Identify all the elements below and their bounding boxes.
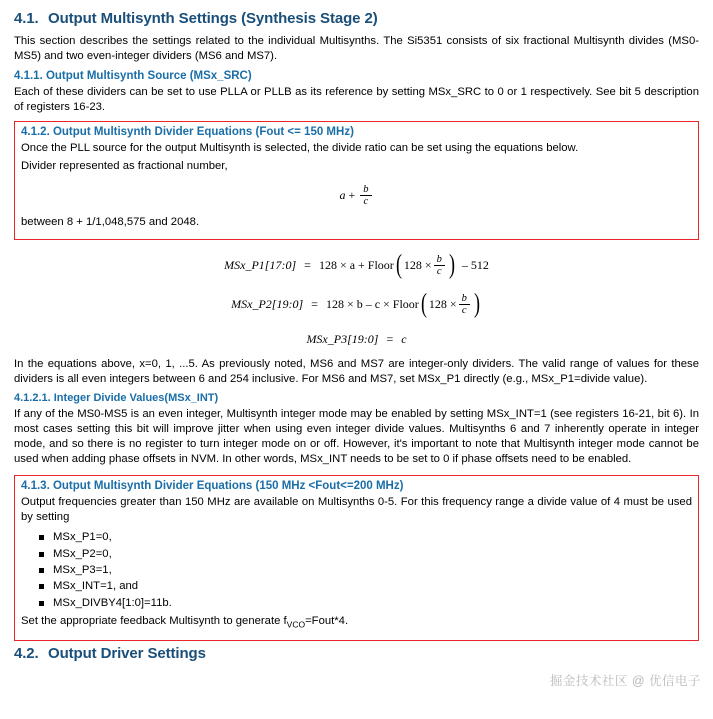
watermark-text: 掘金技术社区 @ 优信电子 (549, 674, 701, 688)
equation-p1-num: b (434, 254, 445, 266)
heading-4-1-2: 4.1.2. Output Multisynth Divider Equations (Fout <= 150 MHz) (21, 126, 354, 139)
equation-p2-den: c (461, 305, 467, 317)
closing-text-pre: Set the appropriate feedback Multisynth to generate f (21, 615, 287, 628)
equation-msx-p3 (14, 332, 699, 347)
fraction-denominator: c (363, 196, 369, 208)
heading-4-1-2-1: 4.1.2.1. Integer Divide Values(MSx_INT) (14, 392, 219, 405)
section-number: 4.1. (14, 10, 39, 27)
left-paren-icon: ( (420, 289, 427, 320)
left-paren-icon: ( (395, 250, 402, 281)
list-item: MSx_P2=0, (39, 546, 692, 562)
equation-p2-lhs: MSx_P2[19:0] (231, 297, 304, 312)
heading-4-1-3: 4.1.3. Output Multisynth Divider Equations (150 MHz <Fout<=200 MHz) (21, 480, 404, 493)
bullet-list-divider-settings (21, 529, 692, 611)
right-paren-icon: ) (448, 250, 455, 281)
page-title (14, 10, 699, 27)
equation-p1-inner: 128 × (403, 258, 432, 273)
equation-fraction-form (21, 184, 692, 207)
heading-4-1-1: 4.1.1. Output Multisynth Source (MSx_SRC) (14, 70, 252, 83)
equation-p1-lhs: MSx_P1[17:0] (224, 258, 297, 273)
closing-subscript: VCO (286, 619, 306, 630)
paragraph-4-1-2-line1: Once the PLL source for the output Multisynth is selected, the divide ratio can be set using the equations below. (21, 142, 579, 155)
fraction-plus: + (348, 188, 356, 203)
equation-p2-inner: 128 × (428, 297, 457, 312)
list-item: MSx_P1=0, (39, 529, 692, 545)
equation-p3-lhs: MSx_P3[19:0] (306, 332, 379, 347)
section-42-title: Output Driver Settings (48, 644, 206, 662)
section-intro-paragraph: This section describes the settings related to the individual Multisynths. The Si5351 consists of six fractional Multisynth divides (MS0-MS5) and two even-integer dividers (MS6 and MS7). (14, 35, 699, 63)
list-item: MSx_INT=1, and (39, 578, 692, 594)
equation-p3-equals: = (386, 332, 394, 347)
equation-p2-rhs: 128 × b – c × Floor (325, 297, 419, 312)
paragraph-after-equations: In the equations above, x=0, 1, ...5. As previously noted, MS6 and MS7 are integer-only dividers. The valid range of values for these dividers is all even integers between 6 and 254 inclusive. For MS6 and MS7, set MSx_P1 directly (e.g., MSx_P1=divide value). (14, 358, 699, 386)
equation-p1-den: c (436, 266, 442, 278)
equation-p3-rhs: c (401, 332, 407, 347)
paragraph-4-1-2-1: If any of the MS0-MS5 is an even integer, Multisynth integer mode may be enabled by setting MSx_INT=1 (see registers 16-21, bit 6). In most cases setting this bit will improve jitter when using even integer divide values. Multisynths 6 and 7 inherently operate in integer mode, and so there is no register to turn integer mode on or off. However, it's important to note that Multisynth integer mode cannot be used when adding phase offsets in NVM. In other words, MSx_INT needs to be set to 0 if phase offsets need to be enabled. (14, 408, 699, 466)
equation-msx-p1 (14, 250, 699, 281)
right-paren-icon: ) (473, 289, 480, 320)
list-item: MSx_DIVBY4[1:0]=11b. (39, 595, 692, 611)
paragraph-4-1-3: Output frequencies greater than 150 MHz are available on Multisynths 0-5. For this frequency range a divide value of 4 must be used by setting (21, 496, 692, 524)
paragraph-4-1-1: Each of these dividers can be set to use PLLA or PLLB as its reference by setting MSx_SRC to 0 or 1 respectively. See bit 5 description of registers 16-23. (14, 86, 699, 114)
equation-msx-p2 (14, 289, 699, 320)
fraction-numerator: b (360, 184, 371, 196)
section-42-number: 4.2. (14, 644, 39, 662)
list-item: MSx_P3=1, (39, 562, 692, 578)
section-title: Output Multisynth Settings (Synthesis Stage 2) (48, 10, 378, 27)
fraction-a: a (339, 188, 346, 203)
paragraph-4-1-2-line2: Divider represented as fractional number, (21, 160, 228, 173)
paragraph-4-1-2-line3: between 8 + 1/1,048,575 and 2048. (21, 216, 200, 229)
equation-p2-equals: = (311, 297, 318, 312)
closing-text-post: =Fout*4. (305, 615, 349, 628)
paragraph-4-1-3-closing (21, 614, 692, 631)
equation-p1-rhs: 128 × a + Floor (318, 258, 394, 273)
heading-4-2 (14, 645, 699, 662)
highlight-box-4-1-2 (14, 121, 699, 240)
equation-p1-equals: = (304, 258, 311, 273)
highlight-box-4-1-3 (14, 475, 699, 640)
equation-p1-tail: – 512 (461, 258, 489, 273)
equation-p2-num: b (459, 293, 470, 305)
